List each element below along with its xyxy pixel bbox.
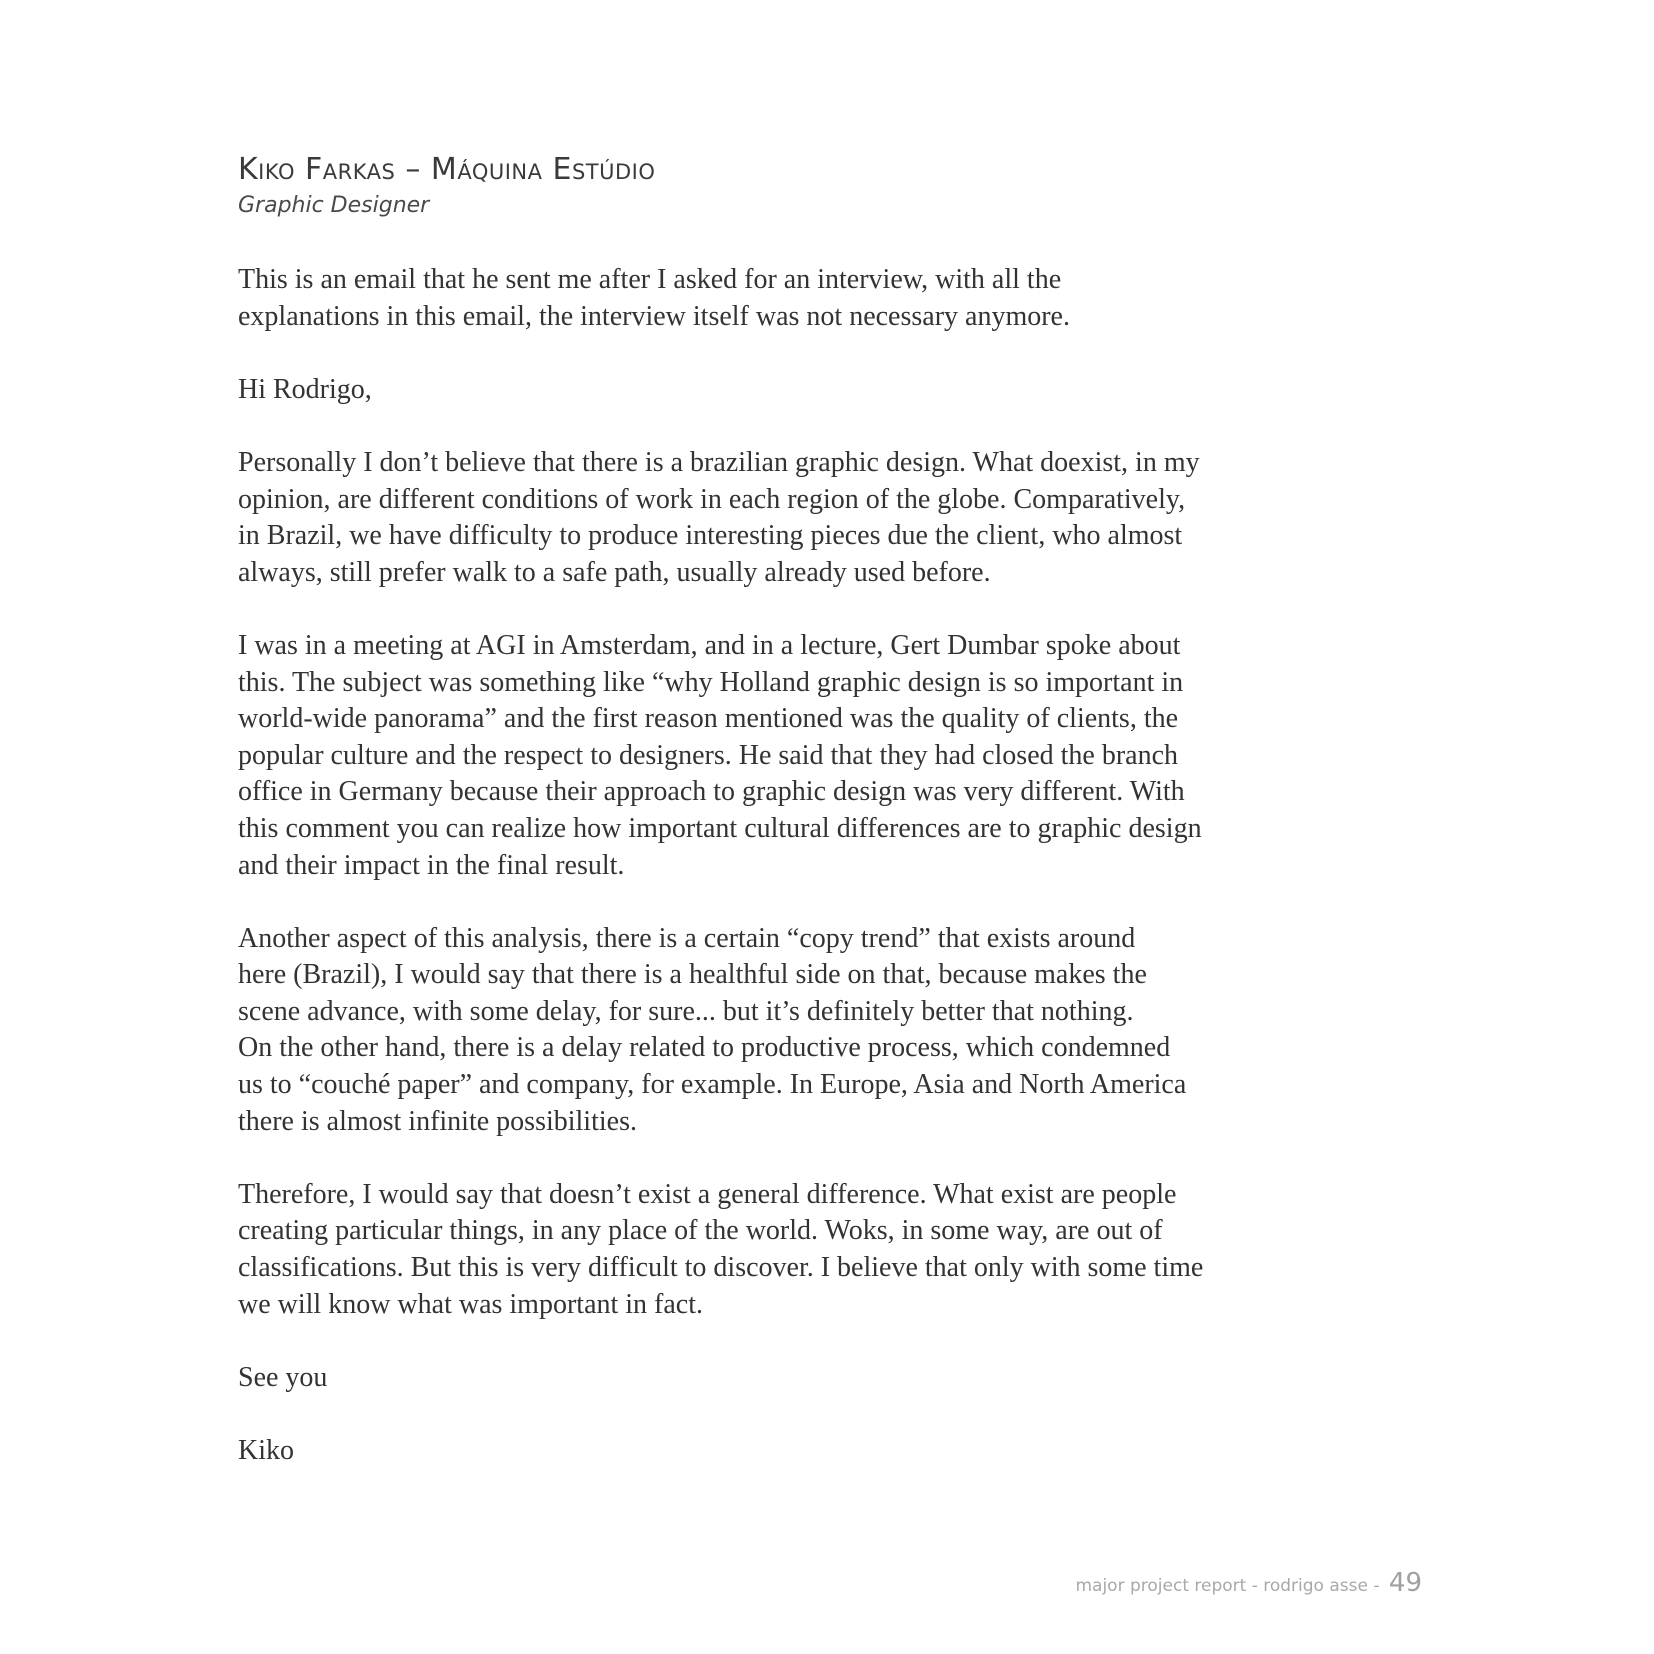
interviewee-name: Kiko Farkas – Máquina Estúdio — [238, 152, 656, 187]
page-number: 49 — [1388, 1568, 1422, 1598]
body-paragraph-2: I was in a meeting at AGI in Amsterdam, and in a lecture, Gert Dumbar spoke about this. The subject was something like “why Holland graphic design is so important in world-wide panorama” and the first reason mentioned was the quality of clients, the popular culture and the respect to designers. He said that they had closed the branch office in Germany because their approach to graphic design was very different. With this comment you can realize how important cultural differences are to graphic design and their impact in the final result. — [238, 629, 1202, 881]
email-body — [238, 262, 1278, 1506]
body-paragraph-4: Therefore, I would say that doesn’t exist a general difference. What exist are people creating particular things, in any place of the world. Woks, in some way, are out of classifications. But this is very difficult to discover. I believe that only with some time we will know what was important in fact. — [238, 1178, 1204, 1320]
interview-header — [238, 152, 1338, 220]
page-footer — [1075, 1568, 1422, 1601]
intro-paragraph: This is an email that he sent me after I asked for an interview, with all the explanations in this email, the interview itself was not necessary anymore. — [238, 264, 1070, 332]
body-paragraph-3: Another aspect of this analysis, there is a certain “copy trend” that exists around here (Brazil), I would say that there is a healthful side on that, because makes the scene advance, with some delay, for sure... but it’s definitely better that nothing. On the other hand, there is a delay related to productive process, which condemned us to “couché paper” and company, for example. In Europe, Asia and North America there is almost infinite possibilities. — [238, 922, 1187, 1137]
body-paragraph-1: Personally I don’t believe that there is a brazilian graphic design. What doexist, in my opinion, are different conditions of work in each region of the globe. Comparatively, in Brazil, we have difficulty to produce interesting pieces due the client, who almost always, still prefer walk to a safe path, usually already used before. — [238, 446, 1200, 588]
closing-line: See you — [238, 1361, 328, 1393]
greeting: Hi Rodrigo, — [238, 373, 372, 405]
running-title: major project report - rodrigo asse - — [1075, 1576, 1380, 1596]
signature: Kiko — [238, 1435, 294, 1466]
interviewee-role: Graphic Designer — [238, 193, 430, 218]
